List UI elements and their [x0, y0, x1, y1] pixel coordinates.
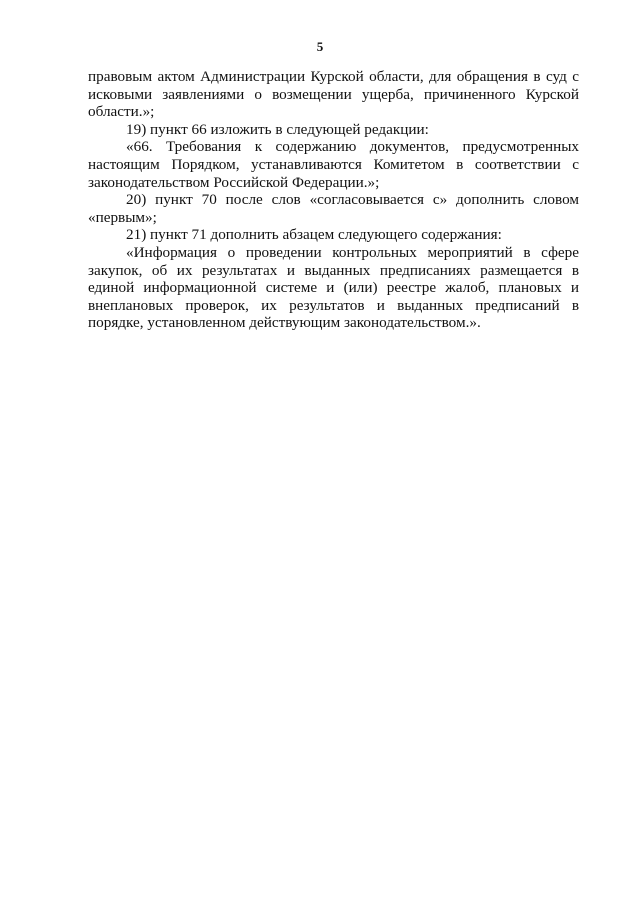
paragraph-quote-71: «Информация о проведении контрольных мероприятий в сфере закупок, об их результатах и выданных предписаниях размещается в единой информационной системе и (или) реестре жалоб, плановых и внеплановых проверок, их результатов и выданных предписаний в порядке, установленном действующим законодательством.».: [88, 243, 579, 332]
paragraph-item-20: 20) пункт 70 после слов «согласовывается с» дополнить словом «первым»;: [88, 191, 579, 226]
document-body: [88, 68, 579, 332]
paragraph-continuation: правовым актом Администрации Курской области, для обращения в суд с исковыми заявлениями о возмещении ущерба, причиненного Курской области.»;: [88, 68, 579, 121]
paragraph-quote-66: «66. Требования к содержанию документов, предусмотренных настоящим Порядком, устанавливаются Комитетом в соответствии с законодательством Российской Федерации.»;: [88, 138, 579, 191]
paragraph-item-19: 19) пункт 66 изложить в следующей редакции:: [126, 120, 429, 138]
page-number: 5: [316, 39, 324, 54]
paragraph-item-21: 21) пункт 71 дополнить абзацем следующего содержания:: [126, 226, 502, 244]
